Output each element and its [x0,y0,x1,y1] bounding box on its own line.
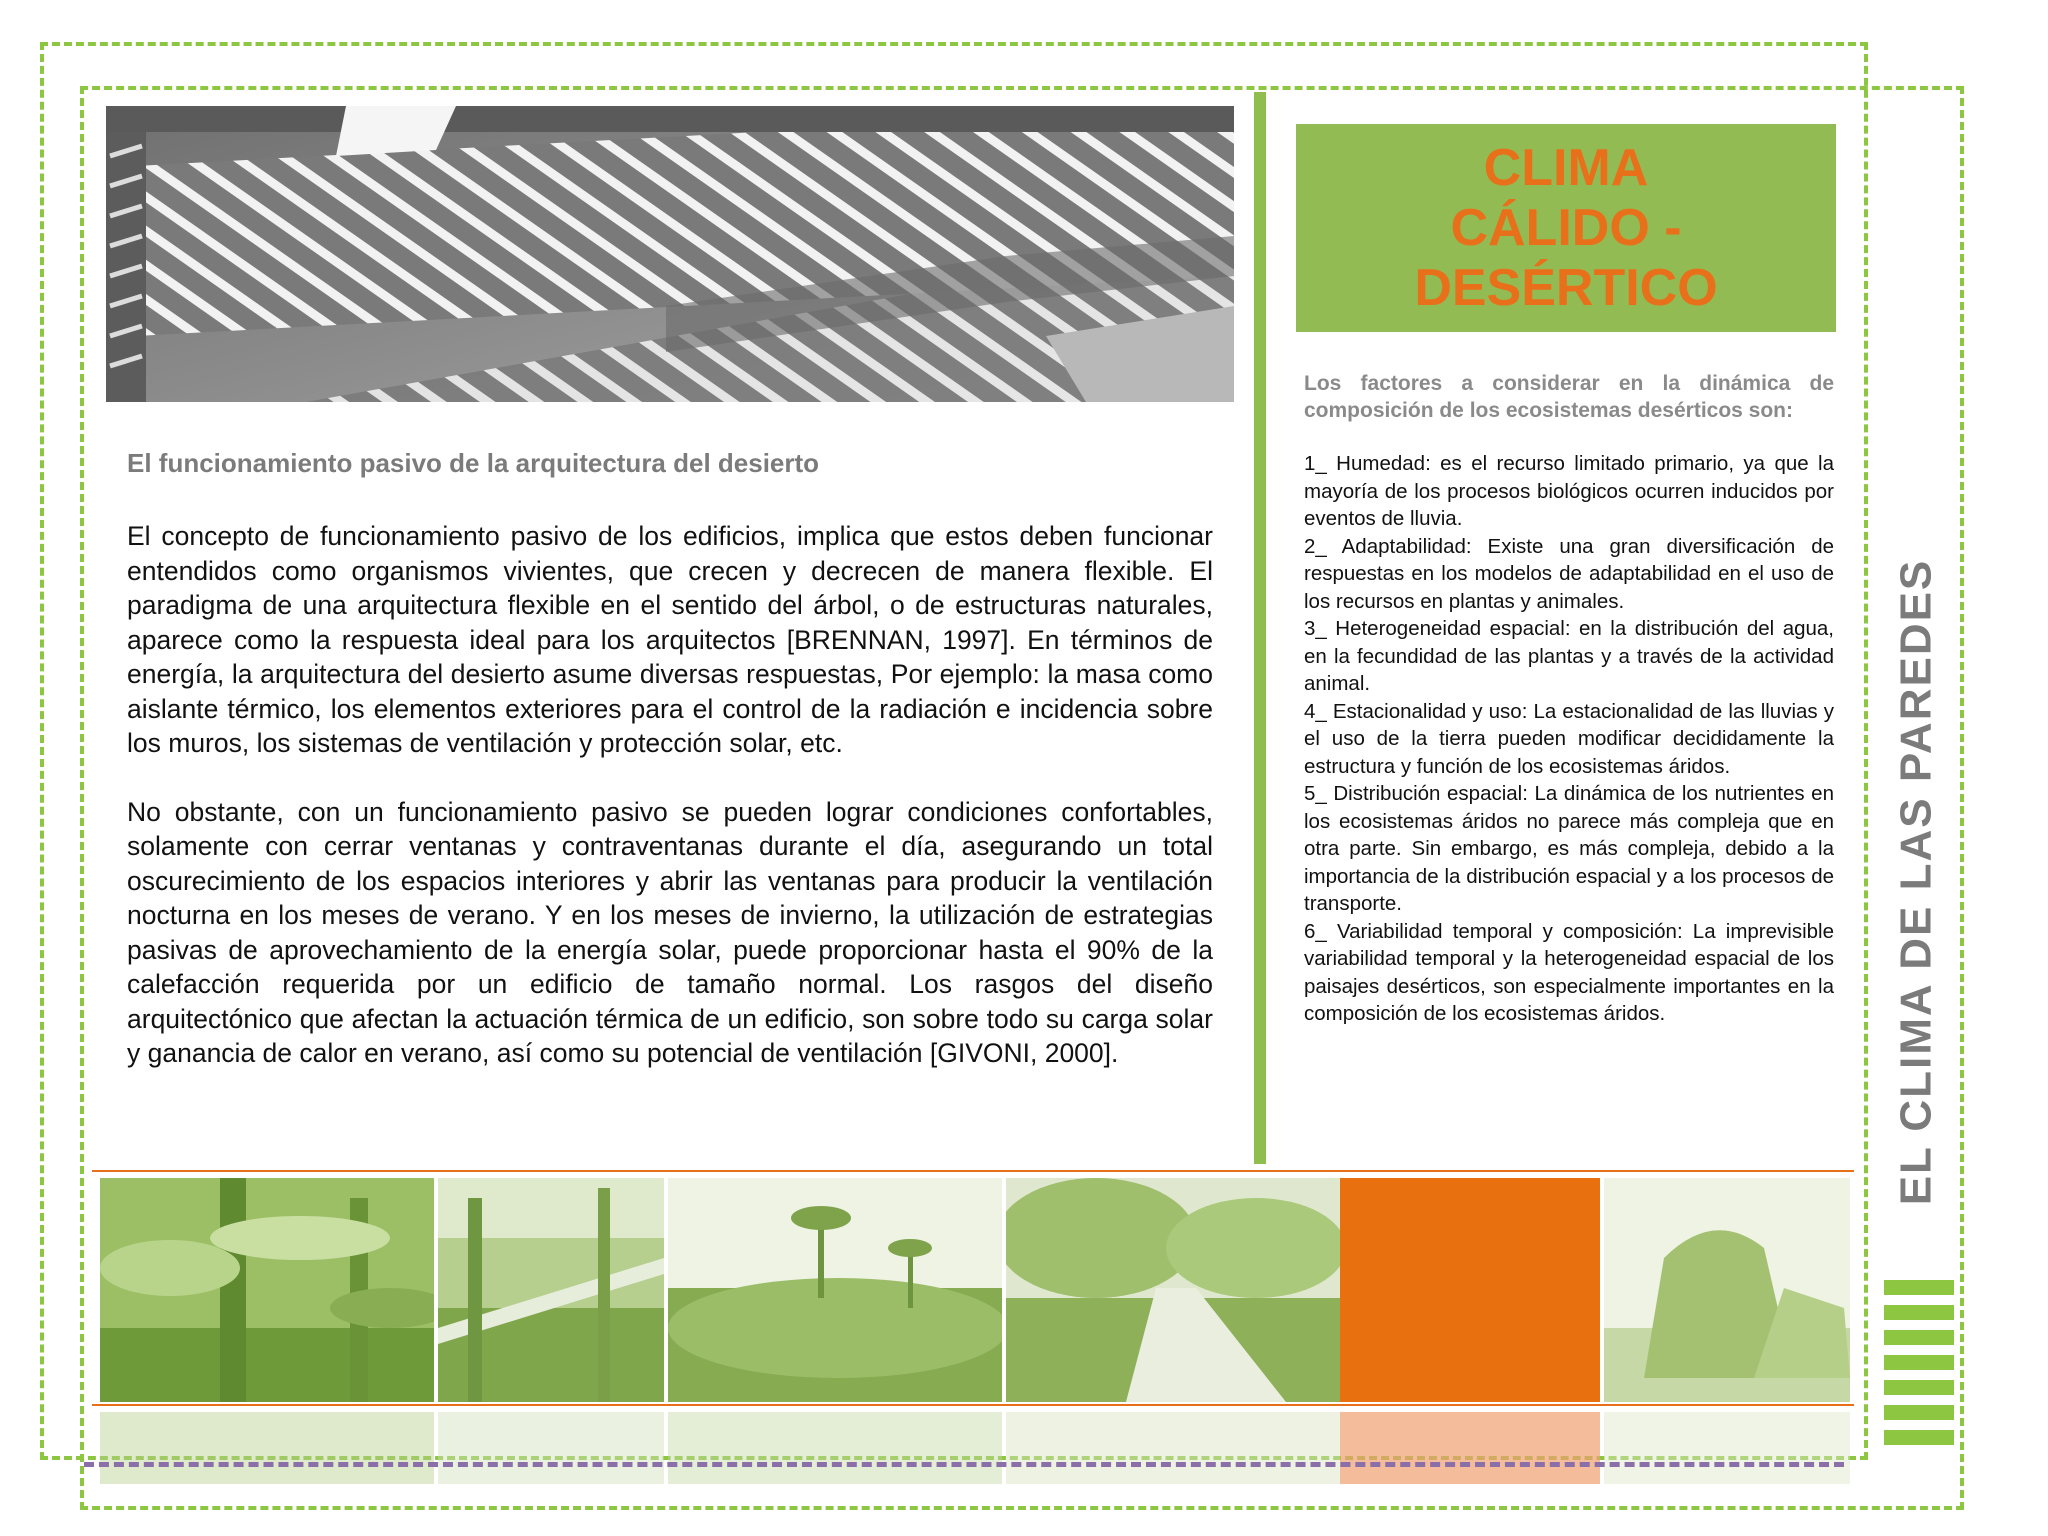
side-bar [1884,1305,1954,1320]
rock-illustration [1604,1178,1850,1402]
palms-illustration [668,1178,1002,1402]
title-line-3: DESÉRTICO [1414,259,1718,317]
factor-variabilidad: 6_ Variabilidad temporal y composición: La imprevisible variabilidad temporal y la heterogeneidad espacial de los paisajes desérticos, son especialmente importantes en la composición de los ecosistemas áridos. [1304,919,1834,1025]
factor-adaptabilidad: 2_ Adaptabilidad: Existe una gran diversificación de respuestas en los modelos de adaptabilidad en el uso de los recursos en plantas y animales. [1304,534,1834,613]
landscape-photo-forest [438,1178,664,1402]
side-bar [1884,1330,1954,1345]
right-text-column [1304,370,1834,1028]
reflection [1604,1412,1850,1484]
shade-structure-illustration [106,106,1234,402]
landscape-photo-palms [668,1178,1002,1402]
purple-dashed-rule [84,1462,1844,1467]
section-subtitle: El funcionamiento pasivo de la arquitectura del desierto [127,448,820,478]
shade-structure-photo [106,106,1234,402]
title-line-2: CÁLIDO - [1450,199,1682,257]
reflection [1006,1412,1340,1484]
title-box [1296,124,1836,332]
side-bars [1884,1280,1954,1455]
path-illustration [1006,1178,1340,1402]
side-bar [1884,1355,1954,1370]
paragraph-passive-concept: El concepto de funcionamiento pasivo de los edificios, implica que estos deben funcionar entendidos como organismos vivientes, que crecen y decrecen de manera flexible. El paradigma de una arquitectura flexible en el sentido del árbol, o de estructuras naturales, aparece como la respuesta ideal para los arquitectos [BRENNAN, 1997]. En términos de energía, la arquitectura del desierto asume diversas respuestas, Por ejemplo: la masa como aislante térmico, los elementos exteriores para el control de la radiación e incidencia sobre los muros, los sistemas de ventilación y protección solar, etc. [127,521,1213,758]
landscape-photo-path [1006,1178,1340,1402]
left-text-column [127,448,1213,1105]
page-title [1414,138,1717,318]
reflection [668,1412,1002,1484]
paragraph-passive-conditions: No obstante, con un funcionamiento pasivo se pueden lograr condiciones confortables, solamente con cerrar ventanas y contraventanas durante el día, asegurando un total oscurecimiento de los espacios interiores y abrir las ventanas para producir la ventilación nocturna en los meses de verano. Y en los meses de invierno, la utilización de estrategias pasivas de aprovechamiento de la energía solar, puede proporcionar hasta el 90% de la calefacción requerida por un edificio de tamaño normal. Los rasgos del diseño arquitectónico que afectan la actuación térmica de un edificio, son sobre todo su carga solar y ganancia de calor en verano, así como su potencial de ventilación [GIVONI, 2000]. [127,796,1213,1068]
side-title-text: EL CLIMA DE LAS PAREDES [1891,558,1941,1206]
orange-color-block [1340,1178,1600,1402]
factor-heterogeneidad: 3_ Heterogeneidad espacial: en la distribución del agua, en la fecundidad de las plantas y a través de la actividad animal. [1304,617,1834,695]
side-bar [1884,1380,1954,1395]
landscape-photo-rock [1604,1178,1850,1402]
factor-estacionalidad: 4_ Estacionalidad y uso: La estacionalidad de las lluvias y el uso de la tierra pueden modificar decididamente la estructura y función de los ecosistemas áridos. [1304,699,1834,778]
reflection [438,1412,664,1484]
side-bar [1884,1405,1954,1420]
ferns-illustration [100,1178,434,1402]
strip-top-line [92,1170,1854,1172]
landscape-photo-ferns [100,1178,434,1402]
forest-illustration [438,1178,664,1402]
factor-humedad: 1_ Humedad: es el recurso limitado primario, ya que la mayoría de los procesos biológicos ocurren inducidos por eventos de lluvia. [1304,452,1834,530]
side-bar [1884,1430,1954,1445]
factor-distribucion: 5_ Distribución espacial: La dinámica de los nutrientes en los ecosistemas áridos no parece más compleja que en otra parte. Sin embargo, es más compleja, debido a la importancia de la distribución espacial y a los procesos de transporte. [1304,782,1834,915]
factors-intro: Los factores a considerar en la dinámica de composición de los ecosistemas desérticos son: [1304,372,1834,422]
side-title [1880,556,1952,1208]
strip-bottom-line [92,1404,1854,1406]
column-divider [1254,92,1266,1164]
title-line-1: CLIMA [1483,139,1649,197]
side-bar [1884,1280,1954,1295]
reflection [100,1412,434,1484]
reflection [1340,1412,1600,1484]
